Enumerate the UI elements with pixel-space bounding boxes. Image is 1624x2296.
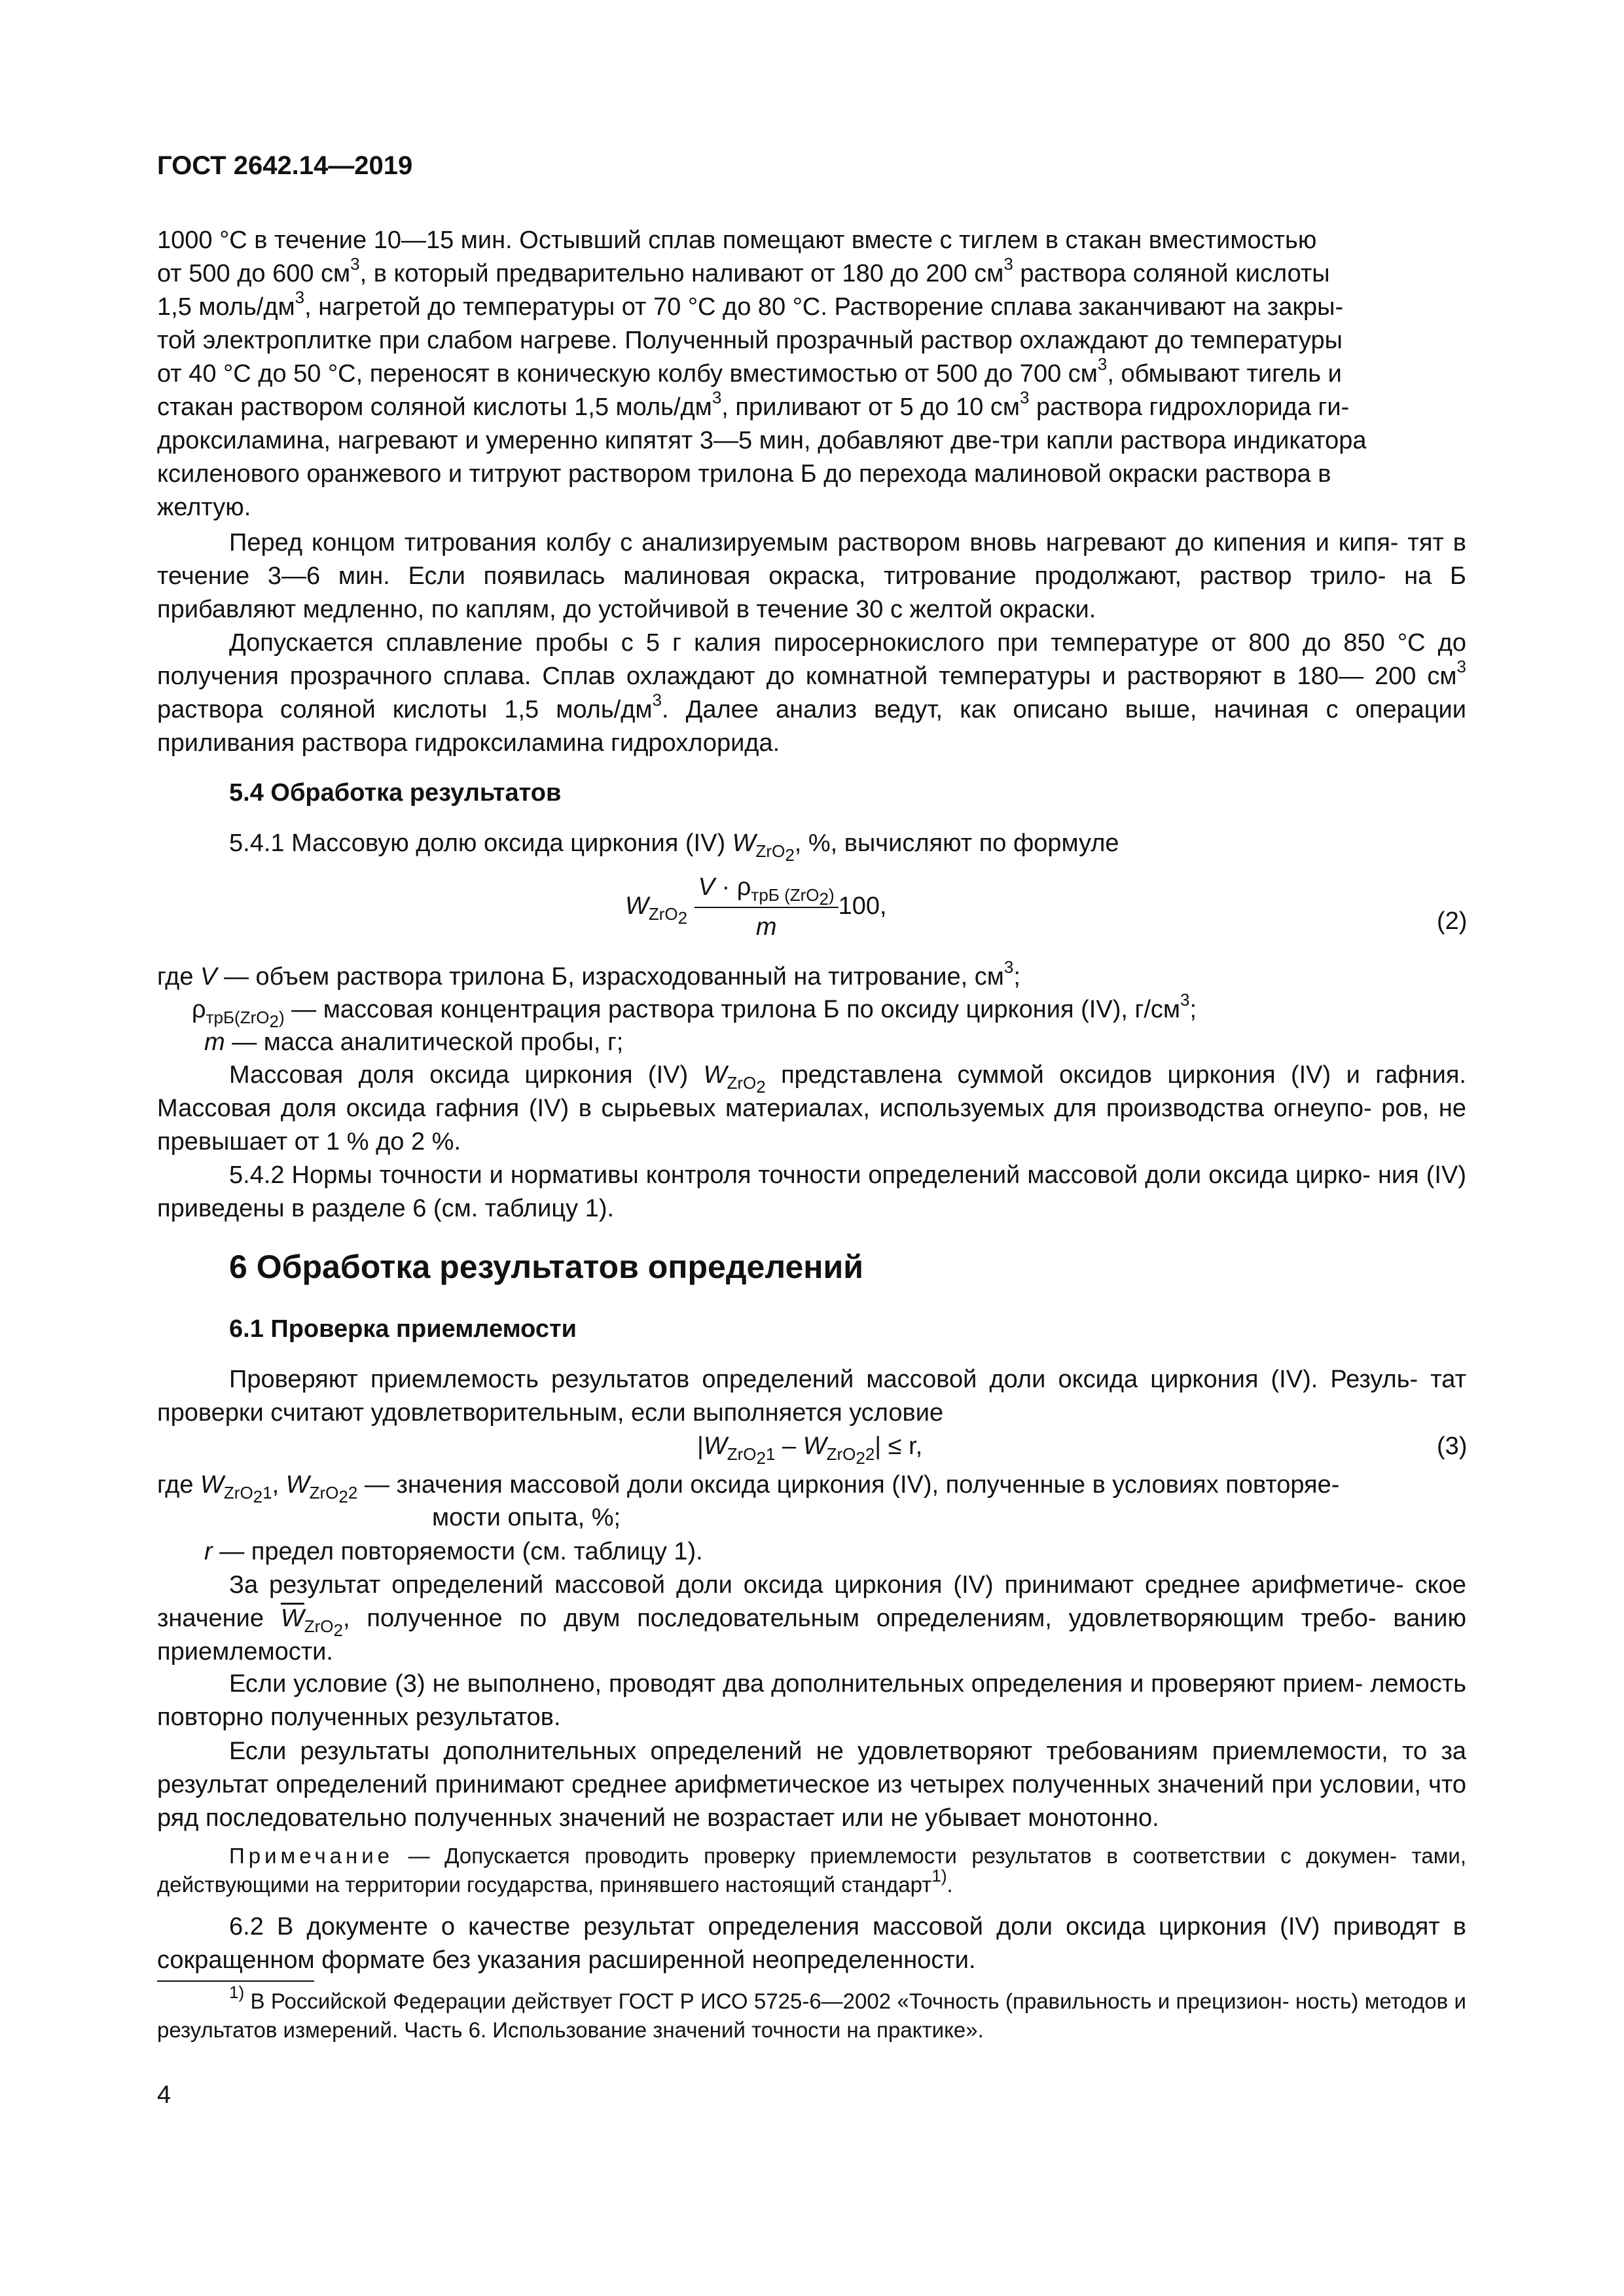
paragraph-if-not-met: Если условие (3) не выполнено, проводят два дополнительных определения и проверяют прием- лемость повторно полученных результатов. bbox=[157, 1670, 1466, 1731]
paragraph-alt-fusion: Допускается сплавление пробы с 5 г калия пиросернокислого при температуре от 800 до 850 °С до получения прозрачного сплава. Сплав охлаждают до комнатной температуры и растворяют в 180— 200 $см^3$ раствора соляной кислоты 1,5 моль/$дм^3$. Далее анализ ведут, как описано выше, начиная с операции приливания раствора гидроксиламина гидрохлорида. bbox=[157, 629, 1466, 757]
section-heading-6: 6 Обработка результатов определений bbox=[229, 1248, 863, 1285]
paragraph-fusion-continued: 1000 °С в течение 10—15 мин. Остывший сплав помещают вместе с тиглем в стакан вместимостью от 500 до 600 $см^3$, в который предварительно наливают от 180 до 200 $см^3$ раствора соляной кислоты 1,5 моль/$дм^3$, нагретой до температуры от 70 °С до 80 °С. Растворение сплава заканчивают на закры- той электроплитке при слабом нагреве. Полученный прозрачный раствор охлаждают до температуры от 40 °С до 50 °С, переносят в коническую колбу вместимостью от 500 до 700 $см^3$, обмывают тигель и стакан раствором соляной кислоты 1,5 моль/$дм^3$, приливают от 5 до 10 $см^3$ раствора гидрохлорида ги- дроксиламина, нагревают и умеренно кипятят 3—5 мин, добавляют две-три капли раствора индикатора ксиленового оранжевого и титруют раствором трилона Б до перехода малиновой окраски раствора в желтую. bbox=[157, 227, 1367, 521]
standard-designation: ГОСТ 2642.14—2019 bbox=[157, 151, 413, 180]
paragraph-6-2: 6.2 В документе о качестве результат определения массовой доли оксида циркония (IV) приводят в сокращенном формате без указания расширенной неопределенности. bbox=[157, 1913, 1466, 1974]
equation-number-3: (3) bbox=[1437, 1432, 1468, 1460]
page-number: 4 bbox=[157, 2081, 171, 2109]
paragraph-5-4-2: 5.4.2 Нормы точности и нормативы контроля точности определений массовой доли оксида цирко- ния (IV) приведены в разделе 6 (см. таблицу 1). bbox=[157, 1161, 1466, 1222]
section-heading-5-4: 5.4 Обработка результатов bbox=[229, 779, 562, 807]
footnote-separator bbox=[157, 1980, 314, 1982]
formula-2: $W_{ZrO_2}$ $\frac{V \cdot \rho_{трБ (ZrO_2)}}{m}$ 100, bbox=[625, 871, 887, 944]
where-rho: $\rho_{трБ(ZrO_2)}$ — массовая концентрация раствора трилона Б по оксиду циркония (IV), $г/см^3$; bbox=[192, 990, 1197, 1031]
formula-fraction: $\frac{V \cdot \rho_{трБ (ZrO_2)}}{m}$ bbox=[695, 871, 839, 944]
where-V: где V — объем раствора трилона Б, израсходованный на титрование, $см^3$; bbox=[157, 957, 1020, 991]
paragraph-titration-end: Перед концом титрования колбу с анализируемым раствором вновь нагревают до кипения и кипя- тят в течение 3—6 мин. Если появилась малиновая окраска, титрование продолжают, раствор трило- на Б прибавляют медленно, по каплям, до устойчивой в течение 30 с желтой окраски. bbox=[157, 529, 1466, 623]
paragraph-5-4-1: 5.4.1 Массовую долю оксида циркония (IV) $W_{ZrO_2}$, %, вычисляют по формуле bbox=[229, 829, 1119, 865]
where-r: r — предел повторяемости (см. таблицу 1). bbox=[204, 1538, 703, 1565]
footnote: $^{1)}$ В Российской Федерации действует ГОСТ Р ИСО 5725-6—2002 «Точность (правильность и прецизион- ность) методов и результатов измерений. Часть 6. Использование значений точности на практике». bbox=[157, 1982, 1466, 2042]
where-W1-W2: где $W_{ZrO_21}$, $W_{ZrO_22}$ — значения массовой доли оксида циркония (IV), полученные в условиях повторяе- bbox=[157, 1471, 1340, 1506]
where-W1-W2-cont: мости опыта, %; bbox=[432, 1504, 621, 1531]
where-m: m — масса аналитической пробы, г; bbox=[204, 1029, 624, 1056]
paragraph-additional: Если результаты дополнительных определений не удовлетворяют требованиям приемлемости, то за результат определений принимают среднее арифметическое из четырех полученных значений при условии, что ряд последовательно полученных значений не возрастает или не убывает монотонно. bbox=[157, 1738, 1466, 1832]
paragraph-mass-fraction: Массовая доля оксида циркония (IV) $W_{ZrO_2}$ представлена суммой оксидов циркония (IV) и гафния. Массовая доля оксида гафния (IV) в сырьевых материалах, используемых для производства огнеупо- ров, не превышает от 1 % до 2 %. bbox=[157, 1061, 1466, 1156]
paragraph-6-1: Проверяют приемлемость результатов определений массовой доли оксида циркония (IV). Резуль- тат проверки считают удовлетворительным, если выполняется условие bbox=[157, 1366, 1466, 1427]
section-heading-6-1: 6.1 Проверка приемлемости bbox=[229, 1315, 577, 1343]
note: Примечание — Допускается проводить проверку приемлемости результатов в соответствии с докумен- тами, действующими на территории государства, принявшего настоящий стандарт$^{1)}$. bbox=[157, 1844, 1466, 1897]
paragraph-result: За результат определений массовой доли оксида циркония (IV) принимают среднее арифметиче- ское значение $\overline{W}_{ZrO_2}$, полученное по двум последовательным определениям, удовлетворяющим требо- ванию приемлемости. bbox=[157, 1571, 1466, 1666]
equation-number-2: (2) bbox=[1437, 907, 1468, 935]
formula-3: $|W_{ZrO_21} - W_{ZrO_22}| \le r$, bbox=[697, 1432, 923, 1468]
